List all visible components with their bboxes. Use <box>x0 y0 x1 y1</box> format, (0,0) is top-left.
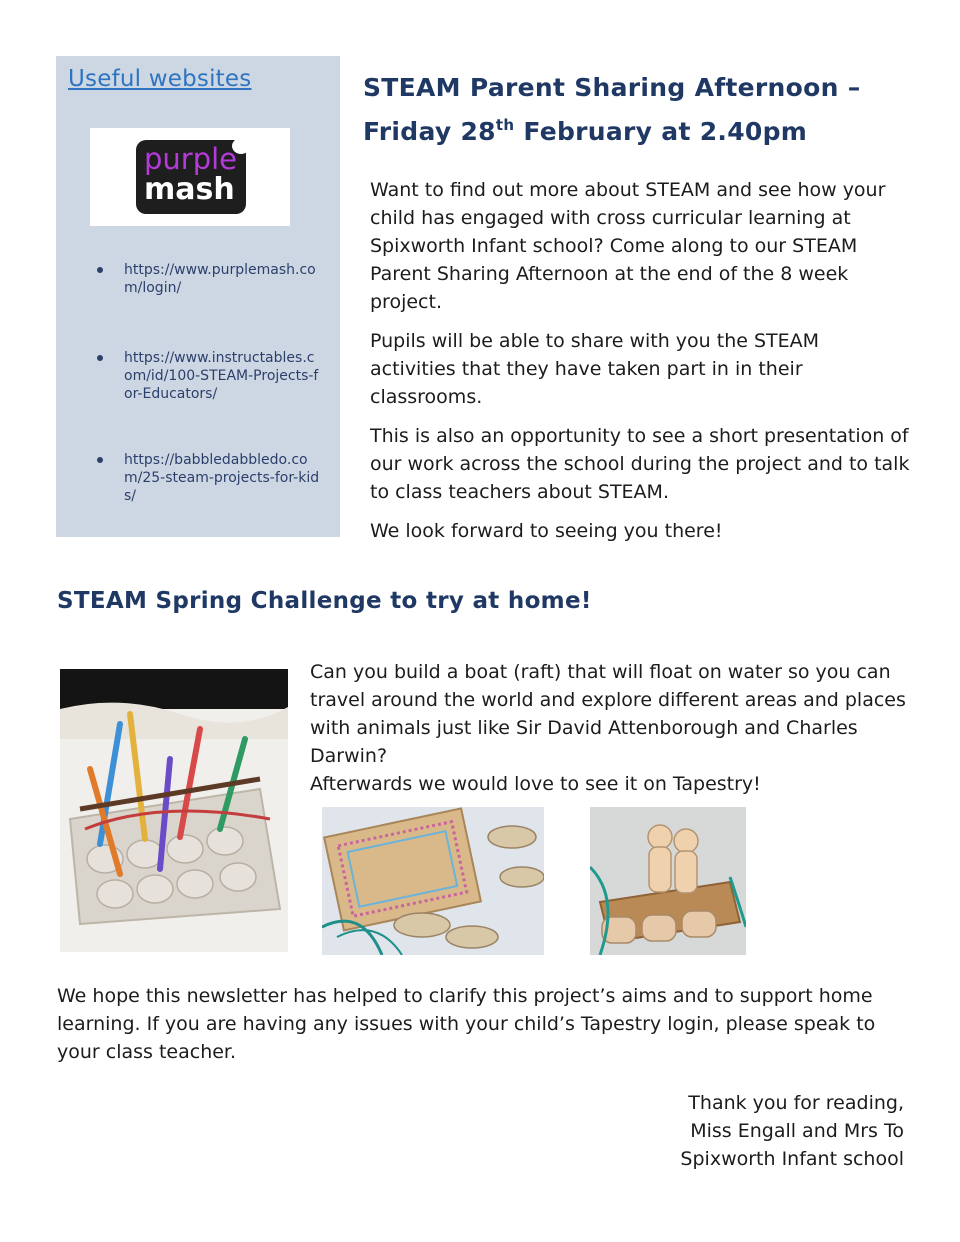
useful-websites-heading[interactable]: Useful websites <box>68 66 252 92</box>
babbledabbledo-link[interactable]: https://babbledabbledo.com/25-steam-projects-for-kids/ <box>124 452 320 504</box>
peg-people-raft-photo <box>590 807 746 955</box>
event-paragraph: Want to find out more about STEAM and see how your child has engaged with cross curricular learning at Spixworth Infant school? Come along to our STEAM Parent Sharing Afternoon at the end of the 8 week project. <box>370 179 886 313</box>
bullet-icon <box>97 355 103 361</box>
logo-word-purple: purple <box>144 142 238 176</box>
challenge-question: Can you build a boat (raft) that will float on water so you can travel around the world and explore different areas and places with animals just like Sir David Attenborough and Charles Darwin? <box>310 661 906 767</box>
event-paragraph: This is also an opportunity to see a short presentation of our work across the school during the project and to talk to class teachers about STEAM. <box>370 425 910 503</box>
instructables-link[interactable]: https://www.instructables.com/id/100-STEAM-Projects-for-Educators/ <box>124 350 319 402</box>
challenge-description <box>310 658 910 798</box>
cork-raft-photo <box>322 807 544 955</box>
event-heading-line1: STEAM Parent Sharing Afternoon – <box>363 73 861 102</box>
challenge-heading: STEAM Spring Challenge to try at home! <box>57 588 592 614</box>
event-heading-date: Friday 28 <box>363 117 496 146</box>
event-paragraph: Pupils will be able to share with you the STEAM activities that they have taken part in in their classrooms. <box>370 330 820 408</box>
bullet-icon <box>97 457 103 463</box>
signoff-line: Miss Engall and Mrs To <box>690 1120 904 1142</box>
logo-word-mash: mash <box>144 172 235 207</box>
challenge-tapestry-note: Afterwards we would love to see it on Tapestry! <box>310 773 761 795</box>
closing-paragraph: We hope this newsletter has helped to clarify this project’s aims and to support home learning. If you are having any issues with your child’s Tapestry login, please speak to your class teacher. <box>57 985 876 1063</box>
egg-carton-boat-photo <box>60 669 288 952</box>
purple-mash-logo <box>90 128 290 226</box>
event-heading <box>363 66 923 154</box>
signoff <box>680 1089 904 1173</box>
useful-websites-panel <box>56 56 340 537</box>
event-description <box>370 176 910 556</box>
signoff-line: Thank you for reading, <box>688 1092 904 1114</box>
signoff-line: Spixworth Infant school <box>680 1148 904 1170</box>
event-paragraph: We look forward to seeing you there! <box>370 520 723 542</box>
event-heading-time: February at 2.40pm <box>514 117 808 146</box>
purplemash-link[interactable]: https://www.purplemash.com/login/ <box>124 262 316 296</box>
bullet-icon <box>97 267 103 273</box>
date-ordinal: th <box>495 116 515 134</box>
